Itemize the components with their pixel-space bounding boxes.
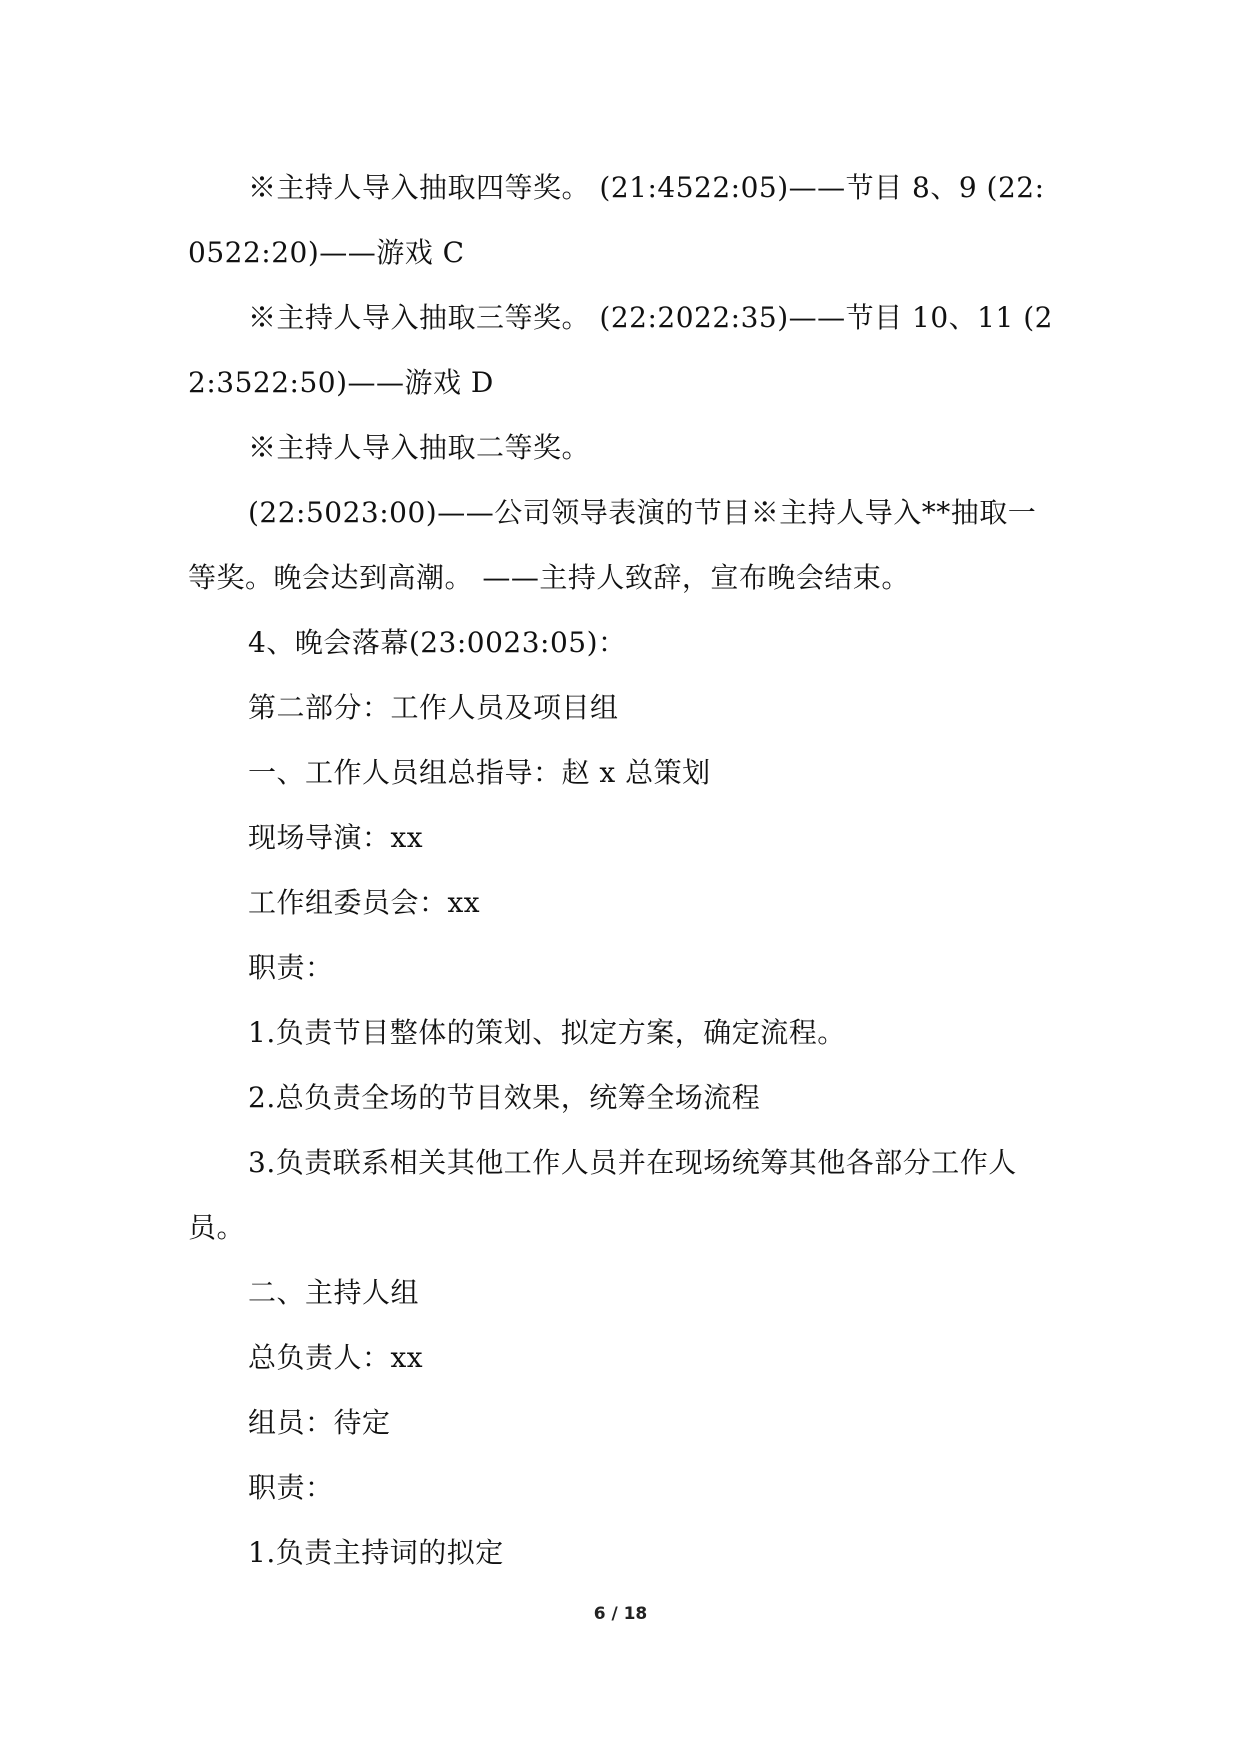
paragraph-4: (22:5023:00)——公司领导表演的节目※主持人导入**抽取一等奖。晚会达到高潮。 ——主持人致辞，宣布晚会结束。 [188,496,1037,594]
list-item-duty-2: 2.总负责全场的节目效果，统筹全场流程 [248,1081,761,1114]
paragraph-2: ※主持人导入抽取三等奖。 (22:2022:35)——节目 10、11 (22:3522:50)——游戏 D [188,301,1053,399]
paragraph-site-director: 现场导演：xx [248,821,424,854]
paragraph-1: ※主持人导入抽取四等奖。 (21:4522:05)——节目 8、9 (22:0522:20)——游戏 C [188,171,1045,269]
section-heading-part-two: 第二部分：工作人员及项目组 [248,691,619,724]
subheading-host-group: 二、主持人组 [248,1276,420,1309]
document-body [188,155,1060,1585]
subheading-staff-group: 一、工作人员组总指导：赵 x 总策划 [248,756,711,789]
paragraph-3: ※主持人导入抽取二等奖。 [248,431,591,464]
list-item-duty-1: 1.负责节目整体的策划、拟定方案，确定流程。 [248,1016,846,1049]
paragraph-duties-label: 职责： [248,951,334,984]
list-item-duty-3: 3.负责联系相关其他工作人员并在现场统筹其他各部分工作人员。 [188,1146,1017,1244]
paragraph-5: 4、晚会落幕(23:0023:05)： [248,626,627,659]
page-number: 6 / 18 [593,1604,648,1624]
paragraph-host-duties-label: 职责： [248,1471,334,1504]
paragraph-committee: 工作组委员会：xx [248,886,481,919]
list-item-host-duty-1: 1.负责主持词的拟定 [248,1536,504,1569]
paragraph-host-lead: 总负责人：xx [248,1341,424,1374]
paragraph-host-members: 组员：待定 [248,1406,391,1439]
